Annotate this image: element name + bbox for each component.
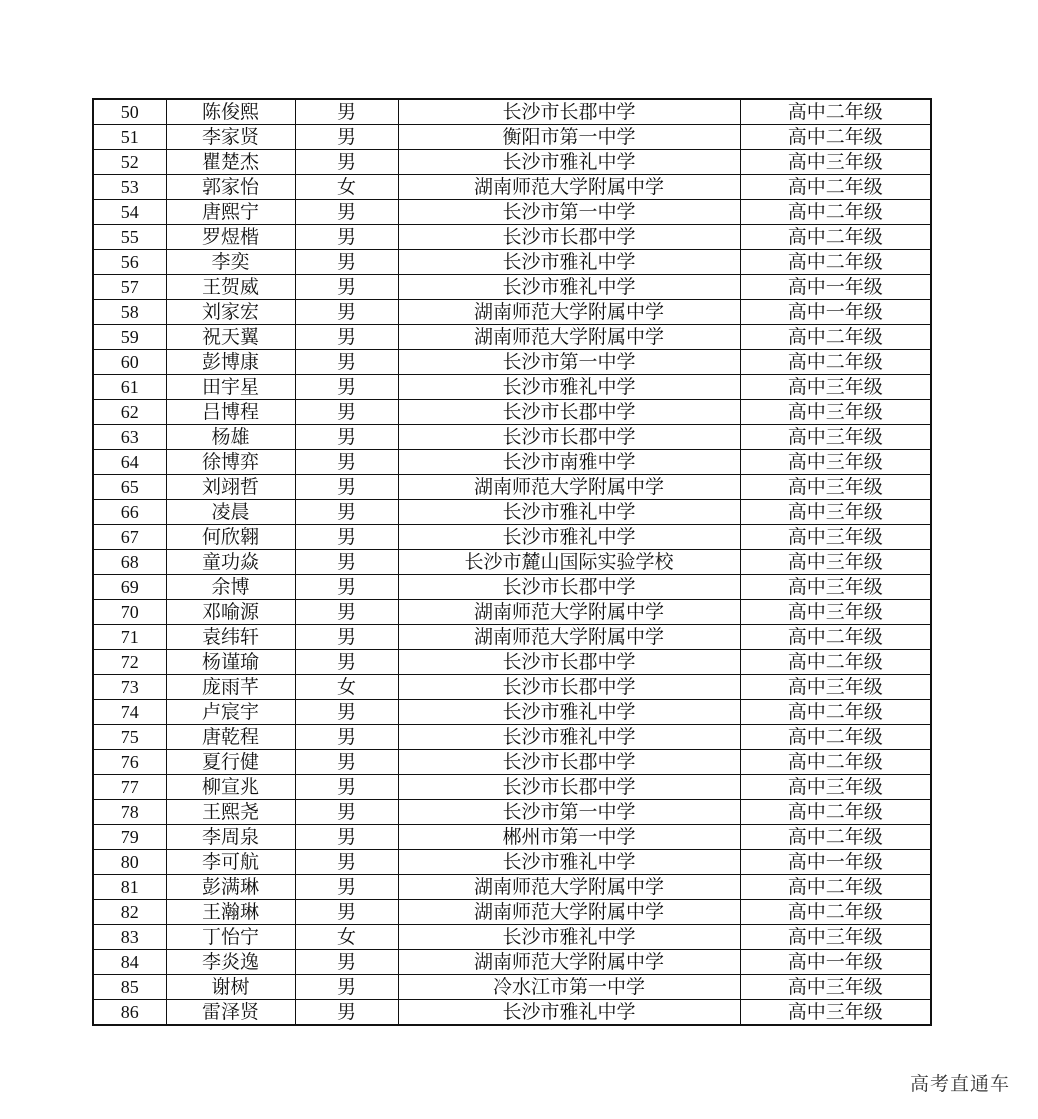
table-row	[93, 500, 931, 525]
row-number: 52	[93, 150, 166, 175]
row-number: 67	[93, 525, 166, 550]
student-name: 陈俊熙	[166, 99, 295, 125]
student-gender: 男	[295, 450, 398, 475]
table-row	[93, 300, 931, 325]
grade-level: 高中二年级	[740, 250, 931, 275]
table-row	[93, 550, 931, 575]
school-name: 长沙市第一中学	[398, 200, 740, 225]
table-row	[93, 225, 931, 250]
school-name: 冷水江市第一中学	[398, 975, 740, 1000]
student-gender: 男	[295, 500, 398, 525]
student-gender: 女	[295, 925, 398, 950]
student-name: 杨谨瑜	[166, 650, 295, 675]
table-row	[93, 150, 931, 175]
table-row	[93, 825, 931, 850]
student-name: 田宇星	[166, 375, 295, 400]
student-gender: 男	[295, 425, 398, 450]
school-name: 湖南师范大学附属中学	[398, 300, 740, 325]
student-list-body	[93, 99, 931, 1025]
table-row	[93, 525, 931, 550]
table-row	[93, 625, 931, 650]
student-gender: 男	[295, 550, 398, 575]
student-gender: 男	[295, 350, 398, 375]
student-name: 罗煜楷	[166, 225, 295, 250]
student-name: 唐乾程	[166, 725, 295, 750]
row-number: 73	[93, 675, 166, 700]
school-name: 长沙市雅礼中学	[398, 375, 740, 400]
table-row	[93, 175, 931, 200]
student-gender: 男	[295, 200, 398, 225]
student-gender: 男	[295, 275, 398, 300]
student-gender: 男	[295, 700, 398, 725]
grade-level: 高中三年级	[740, 525, 931, 550]
school-name: 湖南师范大学附属中学	[398, 900, 740, 925]
school-name: 郴州市第一中学	[398, 825, 740, 850]
row-number: 64	[93, 450, 166, 475]
student-name: 童功焱	[166, 550, 295, 575]
school-name: 长沙市长郡中学	[398, 575, 740, 600]
student-gender: 男	[295, 625, 398, 650]
row-number: 80	[93, 850, 166, 875]
table-row	[93, 700, 931, 725]
school-name: 长沙市长郡中学	[398, 400, 740, 425]
grade-level: 高中三年级	[740, 550, 931, 575]
grade-level: 高中二年级	[740, 800, 931, 825]
student-name: 王熙尧	[166, 800, 295, 825]
row-number: 53	[93, 175, 166, 200]
table-row	[93, 850, 931, 875]
student-gender: 男	[295, 1000, 398, 1026]
grade-level: 高中三年级	[740, 400, 931, 425]
table-row	[93, 675, 931, 700]
student-name: 祝天翼	[166, 325, 295, 350]
table-row	[93, 325, 931, 350]
school-name: 长沙市雅礼中学	[398, 275, 740, 300]
grade-level: 高中二年级	[740, 175, 931, 200]
grade-level: 高中一年级	[740, 300, 931, 325]
student-name: 夏行健	[166, 750, 295, 775]
student-gender: 男	[295, 99, 398, 125]
student-name: 王贺威	[166, 275, 295, 300]
student-name: 丁怡宁	[166, 925, 295, 950]
row-number: 57	[93, 275, 166, 300]
student-gender: 男	[295, 900, 398, 925]
table-row	[93, 875, 931, 900]
school-name: 长沙市长郡中学	[398, 425, 740, 450]
row-number: 66	[93, 500, 166, 525]
student-gender: 男	[295, 375, 398, 400]
school-name: 湖南师范大学附属中学	[398, 875, 740, 900]
student-name: 庞雨芊	[166, 675, 295, 700]
grade-level: 高中二年级	[740, 650, 931, 675]
student-name: 雷泽贤	[166, 1000, 295, 1026]
table-row	[93, 975, 931, 1000]
table-row	[93, 425, 931, 450]
student-name: 余博	[166, 575, 295, 600]
watermark-text: 高考直通车	[909, 1073, 1010, 1095]
grade-level: 高中二年级	[740, 200, 931, 225]
school-name: 长沙市长郡中学	[398, 675, 740, 700]
table-row	[93, 900, 931, 925]
row-number: 51	[93, 125, 166, 150]
grade-level: 高中二年级	[740, 825, 931, 850]
grade-level: 高中三年级	[740, 500, 931, 525]
row-number: 50	[93, 99, 166, 125]
grade-level: 高中二年级	[740, 350, 931, 375]
row-number: 77	[93, 775, 166, 800]
student-gender: 男	[295, 775, 398, 800]
row-number: 70	[93, 600, 166, 625]
row-number: 71	[93, 625, 166, 650]
table-row	[93, 200, 931, 225]
school-name: 湖南师范大学附属中学	[398, 950, 740, 975]
school-name: 衡阳市第一中学	[398, 125, 740, 150]
student-gender: 男	[295, 850, 398, 875]
row-number: 86	[93, 1000, 166, 1026]
row-number: 69	[93, 575, 166, 600]
table-row	[93, 1000, 931, 1026]
row-number: 59	[93, 325, 166, 350]
table-row	[93, 750, 931, 775]
school-name: 湖南师范大学附属中学	[398, 625, 740, 650]
student-name: 何欣翱	[166, 525, 295, 550]
student-gender: 男	[295, 525, 398, 550]
row-number: 65	[93, 475, 166, 500]
row-number: 76	[93, 750, 166, 775]
school-name: 长沙市长郡中学	[398, 225, 740, 250]
school-name: 长沙市长郡中学	[398, 650, 740, 675]
row-number: 81	[93, 875, 166, 900]
school-name: 长沙市雅礼中学	[398, 250, 740, 275]
grade-level: 高中二年级	[740, 225, 931, 250]
student-gender: 男	[295, 250, 398, 275]
student-gender: 女	[295, 175, 398, 200]
grade-level: 高中三年级	[740, 600, 931, 625]
student-gender: 男	[295, 950, 398, 975]
row-number: 72	[93, 650, 166, 675]
grade-level: 高中二年级	[740, 700, 931, 725]
grade-level: 高中二年级	[740, 325, 931, 350]
student-gender: 女	[295, 675, 398, 700]
grade-level: 高中三年级	[740, 425, 931, 450]
row-number: 60	[93, 350, 166, 375]
table-row	[93, 350, 931, 375]
row-number: 63	[93, 425, 166, 450]
table-row	[93, 275, 931, 300]
student-gender: 男	[295, 150, 398, 175]
school-name: 长沙市雅礼中学	[398, 150, 740, 175]
student-name: 邓喻源	[166, 600, 295, 625]
school-name: 湖南师范大学附属中学	[398, 175, 740, 200]
student-name: 卢宸宇	[166, 700, 295, 725]
student-name: 袁纬轩	[166, 625, 295, 650]
school-name: 长沙市雅礼中学	[398, 500, 740, 525]
student-name: 王瀚琳	[166, 900, 295, 925]
table-row	[93, 575, 931, 600]
grade-level: 高中三年级	[740, 975, 931, 1000]
grade-level: 高中二年级	[740, 625, 931, 650]
grade-level: 高中二年级	[740, 750, 931, 775]
school-name: 长沙市麓山国际实验学校	[398, 550, 740, 575]
grade-level: 高中三年级	[740, 575, 931, 600]
student-name: 李炎逸	[166, 950, 295, 975]
student-gender: 男	[295, 800, 398, 825]
student-name: 刘翊哲	[166, 475, 295, 500]
grade-level: 高中二年级	[740, 725, 931, 750]
student-name: 瞿楚杰	[166, 150, 295, 175]
row-number: 61	[93, 375, 166, 400]
student-gender: 男	[295, 400, 398, 425]
school-name: 湖南师范大学附属中学	[398, 600, 740, 625]
row-number: 83	[93, 925, 166, 950]
school-name: 长沙市长郡中学	[398, 99, 740, 125]
student-gender: 男	[295, 875, 398, 900]
student-gender: 男	[295, 125, 398, 150]
student-name: 徐博弈	[166, 450, 295, 475]
student-gender: 男	[295, 325, 398, 350]
student-name: 彭博康	[166, 350, 295, 375]
grade-level: 高中三年级	[740, 925, 931, 950]
student-gender: 男	[295, 600, 398, 625]
student-gender: 男	[295, 725, 398, 750]
student-name: 李周泉	[166, 825, 295, 850]
school-name: 长沙市长郡中学	[398, 750, 740, 775]
student-name: 刘家宏	[166, 300, 295, 325]
student-name: 李奕	[166, 250, 295, 275]
student-name: 郭家怡	[166, 175, 295, 200]
student-gender: 男	[295, 750, 398, 775]
table-row	[93, 250, 931, 275]
row-number: 62	[93, 400, 166, 425]
row-number: 79	[93, 825, 166, 850]
row-number: 56	[93, 250, 166, 275]
school-name: 湖南师范大学附属中学	[398, 325, 740, 350]
student-list-table	[92, 98, 932, 1026]
table-row	[93, 650, 931, 675]
grade-level: 高中三年级	[740, 1000, 931, 1026]
table-row	[93, 475, 931, 500]
school-name: 长沙市雅礼中学	[398, 850, 740, 875]
school-name: 长沙市雅礼中学	[398, 700, 740, 725]
grade-level: 高中三年级	[740, 775, 931, 800]
student-gender: 男	[295, 975, 398, 1000]
grade-level: 高中一年级	[740, 275, 931, 300]
student-name: 凌晨	[166, 500, 295, 525]
student-gender: 男	[295, 825, 398, 850]
school-name: 长沙市雅礼中学	[398, 925, 740, 950]
grade-level: 高中二年级	[740, 99, 931, 125]
student-gender: 男	[295, 575, 398, 600]
table-row	[93, 375, 931, 400]
school-name: 长沙市雅礼中学	[398, 725, 740, 750]
table-row	[93, 125, 931, 150]
table-row	[93, 450, 931, 475]
grade-level: 高中二年级	[740, 900, 931, 925]
table-row	[93, 600, 931, 625]
grade-level: 高中三年级	[740, 475, 931, 500]
student-name: 彭满琳	[166, 875, 295, 900]
table-row	[93, 775, 931, 800]
student-gender: 男	[295, 300, 398, 325]
row-number: 74	[93, 700, 166, 725]
grade-level: 高中二年级	[740, 875, 931, 900]
student-gender: 男	[295, 225, 398, 250]
school-name: 长沙市雅礼中学	[398, 525, 740, 550]
table-row	[93, 950, 931, 975]
school-name: 长沙市第一中学	[398, 800, 740, 825]
grade-level: 高中三年级	[740, 375, 931, 400]
student-gender: 男	[295, 650, 398, 675]
row-number: 82	[93, 900, 166, 925]
school-name: 长沙市第一中学	[398, 350, 740, 375]
grade-level: 高中二年级	[740, 125, 931, 150]
table-row	[93, 99, 931, 125]
table-row	[93, 725, 931, 750]
row-number: 54	[93, 200, 166, 225]
student-name: 唐熙宁	[166, 200, 295, 225]
school-name: 长沙市长郡中学	[398, 775, 740, 800]
student-name: 李可航	[166, 850, 295, 875]
grade-level: 高中三年级	[740, 450, 931, 475]
student-name: 柳宣兆	[166, 775, 295, 800]
student-name: 吕博程	[166, 400, 295, 425]
grade-level: 高中一年级	[740, 950, 931, 975]
row-number: 78	[93, 800, 166, 825]
row-number: 75	[93, 725, 166, 750]
row-number: 85	[93, 975, 166, 1000]
table-row	[93, 925, 931, 950]
row-number: 84	[93, 950, 166, 975]
student-name: 谢树	[166, 975, 295, 1000]
row-number: 55	[93, 225, 166, 250]
grade-level: 高中三年级	[740, 150, 931, 175]
student-name: 杨雄	[166, 425, 295, 450]
table-row	[93, 400, 931, 425]
row-number: 68	[93, 550, 166, 575]
row-number: 58	[93, 300, 166, 325]
student-gender: 男	[295, 475, 398, 500]
grade-level: 高中一年级	[740, 850, 931, 875]
school-name: 长沙市南雅中学	[398, 450, 740, 475]
school-name: 湖南师范大学附属中学	[398, 475, 740, 500]
table-row	[93, 800, 931, 825]
grade-level: 高中三年级	[740, 675, 931, 700]
school-name: 长沙市雅礼中学	[398, 1000, 740, 1026]
student-name: 李家贤	[166, 125, 295, 150]
